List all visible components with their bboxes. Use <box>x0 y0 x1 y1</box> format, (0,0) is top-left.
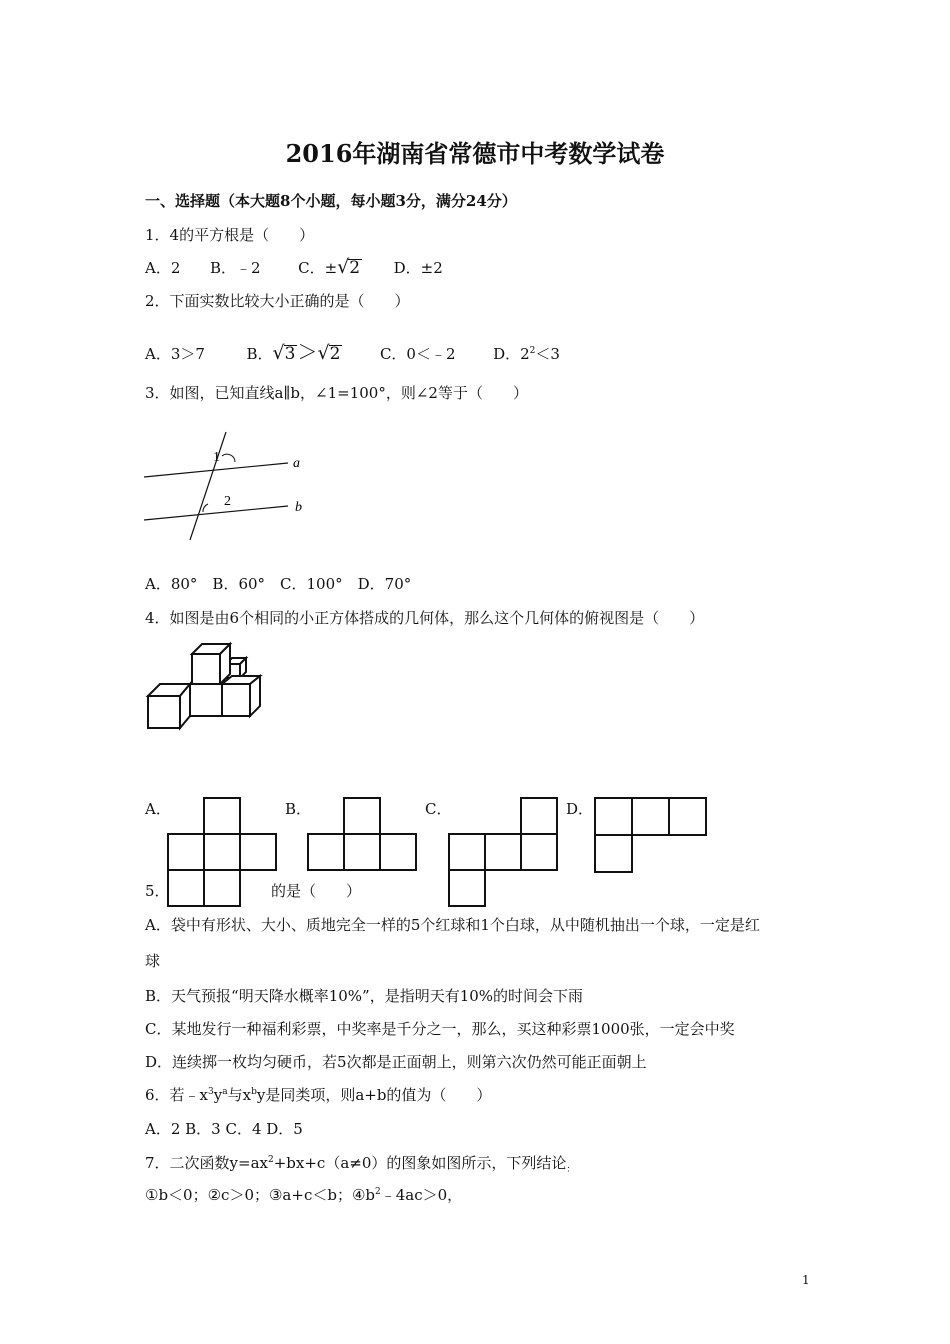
q4-option-b-label[interactable]: B． <box>285 800 312 818</box>
radicand: 2 <box>349 258 361 278</box>
section-heading-choice: 一、选择题（本大题8个小题，每小题3分，满分24分） <box>145 192 517 210</box>
q5-option-d[interactable]: D．连续掷一枚均匀硬币，若5次都是正面朝上，则第六次仍然可能正面朝上 <box>145 1053 647 1071</box>
q3-options[interactable]: A．80° B．60° C．100° D．70° <box>145 575 412 593</box>
angle-1-label: 1 <box>213 450 220 465</box>
q4-cube-solid-figure <box>146 640 268 732</box>
q1-options <box>145 256 443 278</box>
line-b-label: b <box>295 500 302 515</box>
q4-option-c-label[interactable]: C． <box>425 800 452 818</box>
q4-option-b-grid[interactable] <box>308 797 418 873</box>
angle-2-arc <box>203 504 208 512</box>
q5-stem-tail: 的是（ ） <box>271 882 362 900</box>
q1-option-d[interactable]: D．±2 <box>393 259 443 277</box>
q1-option-c[interactable]: C．±√2 <box>298 256 361 278</box>
line-b <box>144 506 288 520</box>
q4-option-a-grid[interactable] <box>168 797 278 907</box>
q1-option-b[interactable]: B．﹣2 <box>209 259 261 277</box>
q5-option-c[interactable]: C．某地发行一种福利彩票，中奖率是千分之一，那么，买这种彩票1000张，一定会中奖 <box>145 1020 735 1038</box>
q4-option-a-label[interactable]: A． <box>145 800 171 818</box>
q5-option-b[interactable]: B．天气预报“明天降水概率10%”，是指明天有10%的时间会下雨 <box>145 987 584 1005</box>
q2-option-a[interactable]: A．3＞7 <box>145 345 205 363</box>
q7-stem: 7．二次函数$y=ax^2+bx+c(a\ne 0)$的图象如图所示，下列结论$_:$ <box>145 1154 576 1175</box>
q3-stem: 3．如图，已知直线a∥b，∠1=100°，则∠2等于（ ） <box>145 384 528 402</box>
q2-options <box>145 336 560 365</box>
angle-2-label: 2 <box>224 494 231 509</box>
q4-option-d-grid[interactable] <box>594 797 710 875</box>
q6-options[interactable]: A．2 B．3 C．4 D．5 <box>145 1120 303 1138</box>
q7-conclusions: ①b＜0；②c＞0；③a+c＜b；$④b^2﹣4ac>0$， <box>145 1186 463 1204</box>
q4-option-c-grid[interactable] <box>449 797 559 907</box>
q3-parallel-lines-figure <box>140 430 320 542</box>
q6-stem: 6．若$﹣x^3y^a$与$x^by$是同类项，则a+b的值为（ ） <box>145 1086 492 1104</box>
line-a-label: a <box>293 456 300 471</box>
q2-option-b[interactable]: B．√3 ＞√2 <box>246 340 341 364</box>
page-title: 2016年湖南省常德市中考数学试卷 <box>285 139 665 168</box>
q5-option-a-line2: 球 <box>145 952 161 970</box>
q5-number: 5． <box>145 882 170 900</box>
line-a <box>144 463 288 477</box>
q1-option-a[interactable]: A．2 <box>145 259 181 277</box>
radical-sign: √ <box>337 256 350 278</box>
q4-stem: 4．如图是由6个相同的小正方体搭成的几何体，那么这个几何体的俯视图是（ ） <box>145 609 705 627</box>
q5-option-a-line1[interactable]: A．袋中有形状、大小、质地完全一样的5个红球和1个白球，从中随机抽出一个球，一定是红 <box>145 916 760 934</box>
q2-stem: 2．下面实数比较大小正确的是（ ） <box>145 292 410 310</box>
q1-stem: 1．4的平方根是（ ） <box>145 226 315 244</box>
page-number: 1 <box>802 1273 810 1287</box>
q2-option-d[interactable]: D．$2^2<3$ <box>493 345 560 363</box>
angle-1-arc <box>222 454 235 462</box>
q4-option-d-label[interactable]: D． <box>566 800 594 818</box>
transversal-line <box>190 432 226 540</box>
q2-option-c[interactable]: C．0＜﹣2 <box>379 345 456 363</box>
